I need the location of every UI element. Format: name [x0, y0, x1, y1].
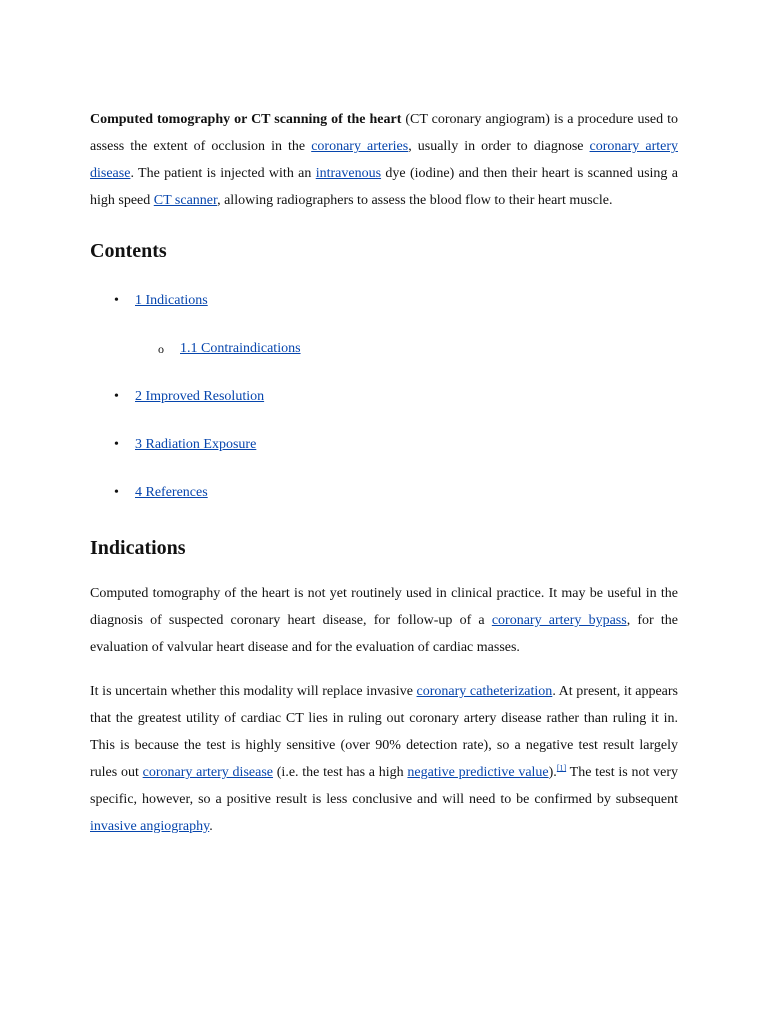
circle-bullet-icon: o [158, 342, 164, 356]
article-page [90, 106, 678, 840]
link-coronary-catheterization[interactable]: coronary catheterization [416, 684, 553, 699]
intro-paragraph: Computed tomography or CT scanning of the heart (CT coronary angiogram) is a procedure used to assess the extent of occlusion in the coronary arteries, usually in order to diagnose coronary artery disease. The patient is injected with an intravenous dye (iodine) and then their heart is scanned using a high speed CT scanner, allowing radiographers to assess the blood flow to their heart muscle. [90, 112, 679, 208]
contents-heading: Contents [90, 240, 167, 262]
toc-item-radiation-exposure [90, 433, 678, 481]
link-invasive-angiography[interactable]: invasive angiography [90, 819, 210, 834]
reference-link-1[interactable]: [1] [556, 763, 567, 773]
bullet-icon: • [114, 389, 119, 404]
toc-link-contraindications[interactable]: 1.1 Contraindications [180, 341, 301, 356]
toc-item-references [90, 481, 678, 529]
indications-heading: Indications [90, 537, 186, 559]
link-coronary-arteries[interactable]: coronary arteries [311, 139, 409, 154]
toc-item-contraindications [90, 337, 678, 385]
toc-link-improved-resolution[interactable]: 2 Improved Resolution [135, 389, 265, 404]
table-of-contents [90, 289, 678, 529]
indications-paragraph-2: It is uncertain whether this modality will replace invasive coronary catheterization. At present, it appears that the greatest utility of cardiac CT lies in ruling out coronary artery disease rather than ruling it in. This is because the test is highly sensitive (over 90% detection rate), so a negative test result largely rules out coronary artery disease (i.e. the test has a high negative predictive value).[1] The test is not very specific, however, so a positive result is less conclusive and will need to be confirmed by subsequent invasive angiography. [90, 684, 679, 834]
toc-link-indications[interactable]: 1 Indications [135, 293, 208, 308]
bullet-icon: • [114, 293, 119, 308]
bullet-icon: • [114, 437, 119, 452]
link-negative-predictive-value[interactable]: negative predictive value [407, 765, 549, 780]
intro-bold-lead: Computed tomography or CT scanning of the heart [90, 112, 402, 127]
link-ct-scanner[interactable]: CT scanner [153, 193, 218, 208]
link-intravenous[interactable]: intravenous [315, 166, 382, 181]
indications-paragraph-1: Computed tomography of the heart is not yet routinely used in clinical practice. It may be useful in the diagnosis of suspected coronary heart disease, for follow-up of a coronary artery bypass, for the evaluation of valvular heart disease and for the evaluation of cardiac masses. [90, 586, 678, 655]
toc-item-improved-resolution [90, 385, 678, 433]
toc-item-indications [90, 289, 678, 337]
link-coronary-artery-bypass[interactable]: coronary artery bypass [491, 613, 627, 628]
toc-link-radiation-exposure[interactable]: 3 Radiation Exposure [135, 437, 257, 452]
link-coronary-artery-disease[interactable]: coronary artery disease [90, 139, 678, 181]
toc-link-references[interactable]: 4 References [135, 485, 208, 500]
link-coronary-artery-disease-2[interactable]: coronary artery disease [142, 765, 273, 780]
bullet-icon: • [114, 485, 119, 500]
